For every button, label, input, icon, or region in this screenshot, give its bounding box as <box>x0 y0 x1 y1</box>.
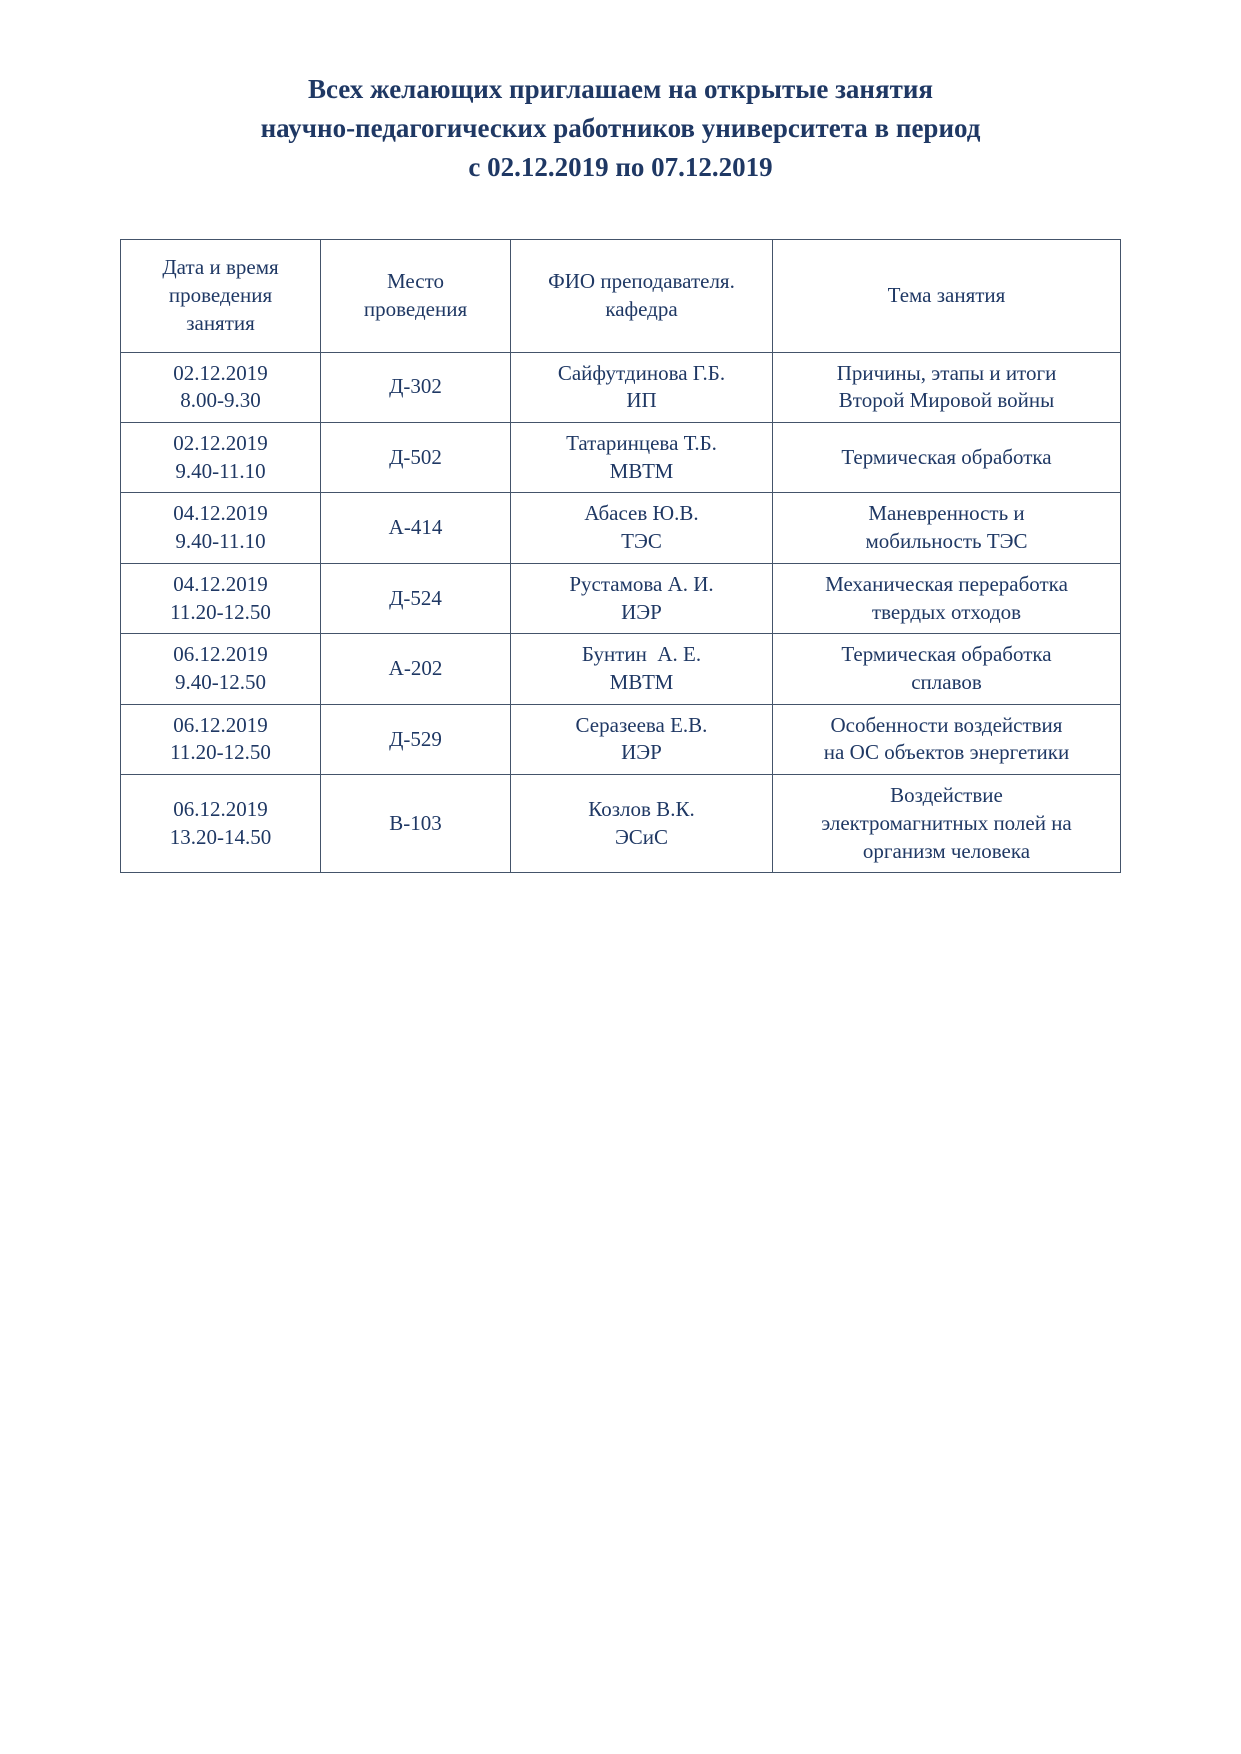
table-row <box>121 704 1121 774</box>
column-header-datetime <box>121 240 321 352</box>
cell-line: Рустамова А. И. <box>569 571 714 596</box>
cell-line: электромагнитных полей на <box>821 810 1072 835</box>
cell-line: организм человека <box>862 838 1031 863</box>
column-header-teacher <box>511 240 773 352</box>
table-body <box>121 352 1121 873</box>
cell-line: ФИО преподавателя. <box>548 269 735 294</box>
cell-topic <box>773 775 1121 873</box>
page-title-line-2: научно-педагогических работников университета в период <box>260 113 981 144</box>
cell-datetime <box>121 775 321 873</box>
open-lessons-schedule-table <box>120 239 1121 873</box>
cell-datetime <box>121 704 321 774</box>
table-row <box>121 634 1121 704</box>
cell-teacher <box>511 634 773 704</box>
table-header <box>121 240 1121 352</box>
cell-teacher <box>511 423 773 493</box>
cell-line: 02.12.2019 <box>173 360 268 385</box>
cell-line: твердых отходов <box>871 599 1022 624</box>
cell-line: проведения <box>168 283 273 308</box>
cell-line: 11.20-12.50 <box>170 599 271 624</box>
cell-place: Д-529 <box>321 704 511 774</box>
cell-line: занятия <box>186 310 255 335</box>
column-header-topic: Тема занятия <box>773 240 1121 352</box>
table-row <box>121 775 1121 873</box>
cell-line: Термическая обработка <box>841 642 1052 667</box>
table-row <box>121 493 1121 563</box>
table-header-row <box>121 240 1121 352</box>
cell-line: 04.12.2019 <box>173 571 268 596</box>
table-row <box>121 352 1121 422</box>
cell-line: 06.12.2019 <box>173 642 268 667</box>
cell-line: Абасев Ю.В. <box>584 501 699 526</box>
table-row <box>121 563 1121 633</box>
column-header-place <box>321 240 511 352</box>
cell-line: Татаринцева Т.Б. <box>566 431 717 456</box>
cell-line: мобильность ТЭС <box>865 529 1028 554</box>
cell-datetime <box>121 634 321 704</box>
cell-datetime <box>121 352 321 422</box>
cell-line: 8.00-9.30 <box>180 388 261 413</box>
cell-line: 9.40-11.10 <box>175 529 266 554</box>
cell-line: 04.12.2019 <box>173 501 268 526</box>
cell-place: Д-524 <box>321 563 511 633</box>
cell-place: В-103 <box>321 775 511 873</box>
cell-teacher <box>511 775 773 873</box>
cell-line: Серазеева Е.В. <box>575 712 708 737</box>
cell-line: Особенности воздействия <box>830 712 1063 737</box>
cell-line: Сайфутдинова Г.Б. <box>557 360 726 385</box>
cell-topic <box>773 563 1121 633</box>
cell-line: Место <box>387 269 444 294</box>
cell-datetime <box>121 493 321 563</box>
cell-line: МВТМ <box>609 670 674 695</box>
cell-place: А-202 <box>321 634 511 704</box>
cell-line: Причины, этапы и итоги <box>836 360 1057 385</box>
cell-place: А-414 <box>321 493 511 563</box>
cell-topic <box>773 352 1121 422</box>
cell-line: Воздействие <box>890 783 1003 808</box>
cell-line: Бунтин А. Е. <box>581 642 702 667</box>
cell-line: 06.12.2019 <box>173 712 268 737</box>
cell-place: Д-302 <box>321 352 511 422</box>
cell-topic <box>773 704 1121 774</box>
cell-teacher <box>511 704 773 774</box>
table-row <box>121 423 1121 493</box>
cell-line: ИЭР <box>621 599 662 624</box>
page-title-line-1: Всех желающих приглашаем на открытые занятия <box>307 74 934 104</box>
cell-line: Маневренность и <box>868 501 1025 526</box>
cell-line: на ОС объектов энергетики <box>823 740 1070 765</box>
cell-line: сплавов <box>911 670 982 695</box>
cell-line: Механическая переработка <box>825 571 1068 596</box>
page-title-line-3: с 02.12.2019 по 07.12.2019 <box>468 152 773 183</box>
cell-teacher <box>511 563 773 633</box>
cell-line: 13.20-14.50 <box>169 824 272 849</box>
cell-topic: Термическая обработка <box>773 423 1121 493</box>
cell-line: 06.12.2019 <box>173 797 268 822</box>
cell-datetime <box>121 563 321 633</box>
page-title <box>121 70 1121 187</box>
cell-teacher <box>511 352 773 422</box>
cell-line: ТЭС <box>621 529 662 554</box>
cell-line: 11.20-12.50 <box>170 740 271 765</box>
cell-line: 02.12.2019 <box>173 431 268 456</box>
cell-place: Д-502 <box>321 423 511 493</box>
cell-line: ИЭР <box>621 740 662 765</box>
cell-line: 9.40-12.50 <box>175 670 266 695</box>
cell-datetime <box>121 423 321 493</box>
cell-line: Второй Мировой войны <box>838 388 1055 413</box>
cell-line: кафедра <box>605 297 678 321</box>
cell-topic <box>773 493 1121 563</box>
cell-line: Козлов В.К. <box>588 797 695 822</box>
cell-topic <box>773 634 1121 704</box>
cell-line: Дата и время <box>162 255 279 280</box>
cell-line: ИП <box>626 388 657 413</box>
cell-line: ЭСиС <box>614 824 669 849</box>
cell-line: 9.40-11.10 <box>175 458 266 483</box>
cell-line: МВТМ <box>609 458 674 483</box>
cell-teacher <box>511 493 773 563</box>
cell-line: проведения <box>363 297 468 321</box>
